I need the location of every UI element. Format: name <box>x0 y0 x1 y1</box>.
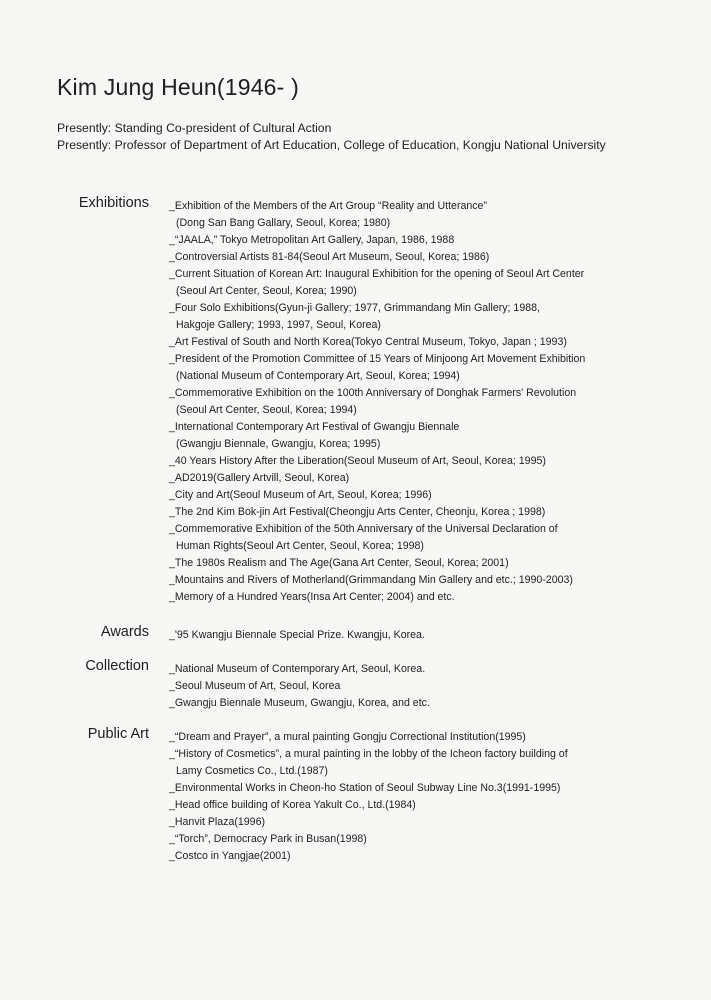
list-item: _Current Situation of Korean Art: Inaugural Exhibition for the opening of Seoul Art Center <box>169 268 585 280</box>
list-item: _“Dream and Prayer”, a mural painting Gongju Correctional Institution(1995) <box>169 731 526 743</box>
list-item: _City and Art(Seoul Museum of Art, Seoul, Korea; 1996) <box>169 489 432 501</box>
list-item: _Costco in Yangjae(2001) <box>169 850 291 862</box>
list-item: _Controversial Artists 81-84(Seoul Art Museum, Seoul, Korea; 1986) <box>169 251 490 263</box>
list-item: _Gwangju Biennale Museum, Gwangju, Korea, and etc. <box>169 697 430 709</box>
list-item: _AD2019(Gallery Artvill, Seoul, Korea) <box>169 472 350 484</box>
list-item: _The 2nd Kim Bok-jin Art Festival(Cheongju Arts Center, Cheonju, Korea ; 1998) <box>169 506 546 518</box>
list-item: _Memory of a Hundred Years(Insa Art Center; 2004) and etc. <box>169 591 455 603</box>
list-item: _Commemorative Exhibition on the 100th Anniversary of Donghak Farmers' Revolution <box>169 387 577 399</box>
list-item: Lamy Cosmetics Co., Ltd.(1987) <box>176 765 328 777</box>
list-item: _Commemorative Exhibition of the 50th Anniversary of the Universal Declaration of <box>169 523 558 535</box>
presently-line-1: Presently: Standing Co-president of Cultural Action <box>57 121 332 135</box>
list-item: _The 1980s Realism and The Age(Gana Art Center, Seoul, Korea; 2001) <box>169 557 509 569</box>
artist-name-title: Kim Jung Heun(1946- ) <box>57 74 299 100</box>
awards-label: Awards <box>100 624 149 640</box>
list-item: (National Museum of Contemporary Art, Seoul, Korea; 1994) <box>176 370 460 382</box>
exhibitions-list <box>169 198 585 606</box>
list-item: Hakgoje Gallery; 1993, 1997, Seoul, Korea) <box>176 319 381 331</box>
list-item: _'95 Kwangju Biennale Special Prize. Kwangju, Korea. <box>169 629 425 641</box>
list-item: _National Museum of Contemporary Art, Seoul, Korea. <box>169 663 426 675</box>
list-item: _40 Years History After the Liberation(Seoul Museum of Art, Seoul, Korea; 1995) <box>169 455 546 467</box>
list-item: _Art Festival of South and North Korea(Tokyo Central Museum, Tokyo, Japan ; 1993) <box>169 336 567 348</box>
list-item: Human Rights(Seoul Art Center, Seoul, Korea; 1998) <box>176 540 424 552</box>
list-item: _Head office building of Korea Yakult Co., Ltd.(1984) <box>169 799 416 811</box>
list-item: _Hanvit Plaza(1996) <box>169 816 265 828</box>
list-item: _Environmental Works in Cheon-ho Station of Seoul Subway Line No.3(1991-1995) <box>169 782 561 794</box>
list-item: (Gwangju Biennale, Gwangju, Korea; 1995) <box>176 438 381 450</box>
collection-label: Collection <box>85 658 149 674</box>
exhibitions-label: Exhibitions <box>78 195 149 211</box>
list-item: _“Torch”, Democracy Park in Busan(1998) <box>169 833 367 845</box>
list-item: _International Contemporary Art Festival of Gwangju Biennale <box>169 421 460 433</box>
list-item: _Four Solo Exhibitions(Gyun-ji Gallery; 1977, Grimmandang Min Gallery; 1988, <box>169 302 540 314</box>
list-item: _Mountains and Rivers of Motherland(Grimmandang Min Gallery and etc.; 1990-2003) <box>169 574 573 586</box>
list-item: (Seoul Art Center, Seoul, Korea; 1994) <box>176 404 357 416</box>
public-art-label: Public Art <box>87 726 149 742</box>
presently-line-2: Presently: Professor of Department of Art Education, College of Education, Kongju National University <box>57 138 606 152</box>
list-item: _Exhibition of the Members of the Art Group “Reality and Utterance” <box>169 200 487 212</box>
list-item: _“History of Cosmetics”, a mural painting in the lobby of the Icheon factory building of <box>169 748 568 760</box>
list-item: _Seoul Museum of Art, Seoul, Korea <box>169 680 341 692</box>
public-art-list <box>169 729 568 865</box>
list-item: _President of the Promotion Committee of 15 Years of Minjoong Art Movement Exhibition <box>169 353 586 365</box>
list-item: _“JAALA,” Tokyo Metropolitan Art Gallery, Japan, 1986, 1988 <box>169 234 455 246</box>
awards-list <box>169 627 425 644</box>
collection-list <box>169 661 430 712</box>
list-item: (Dong San Bang Gallary, Seoul, Korea; 1980) <box>176 217 391 229</box>
list-item: (Seoul Art Center, Seoul, Korea; 1990) <box>176 285 357 297</box>
